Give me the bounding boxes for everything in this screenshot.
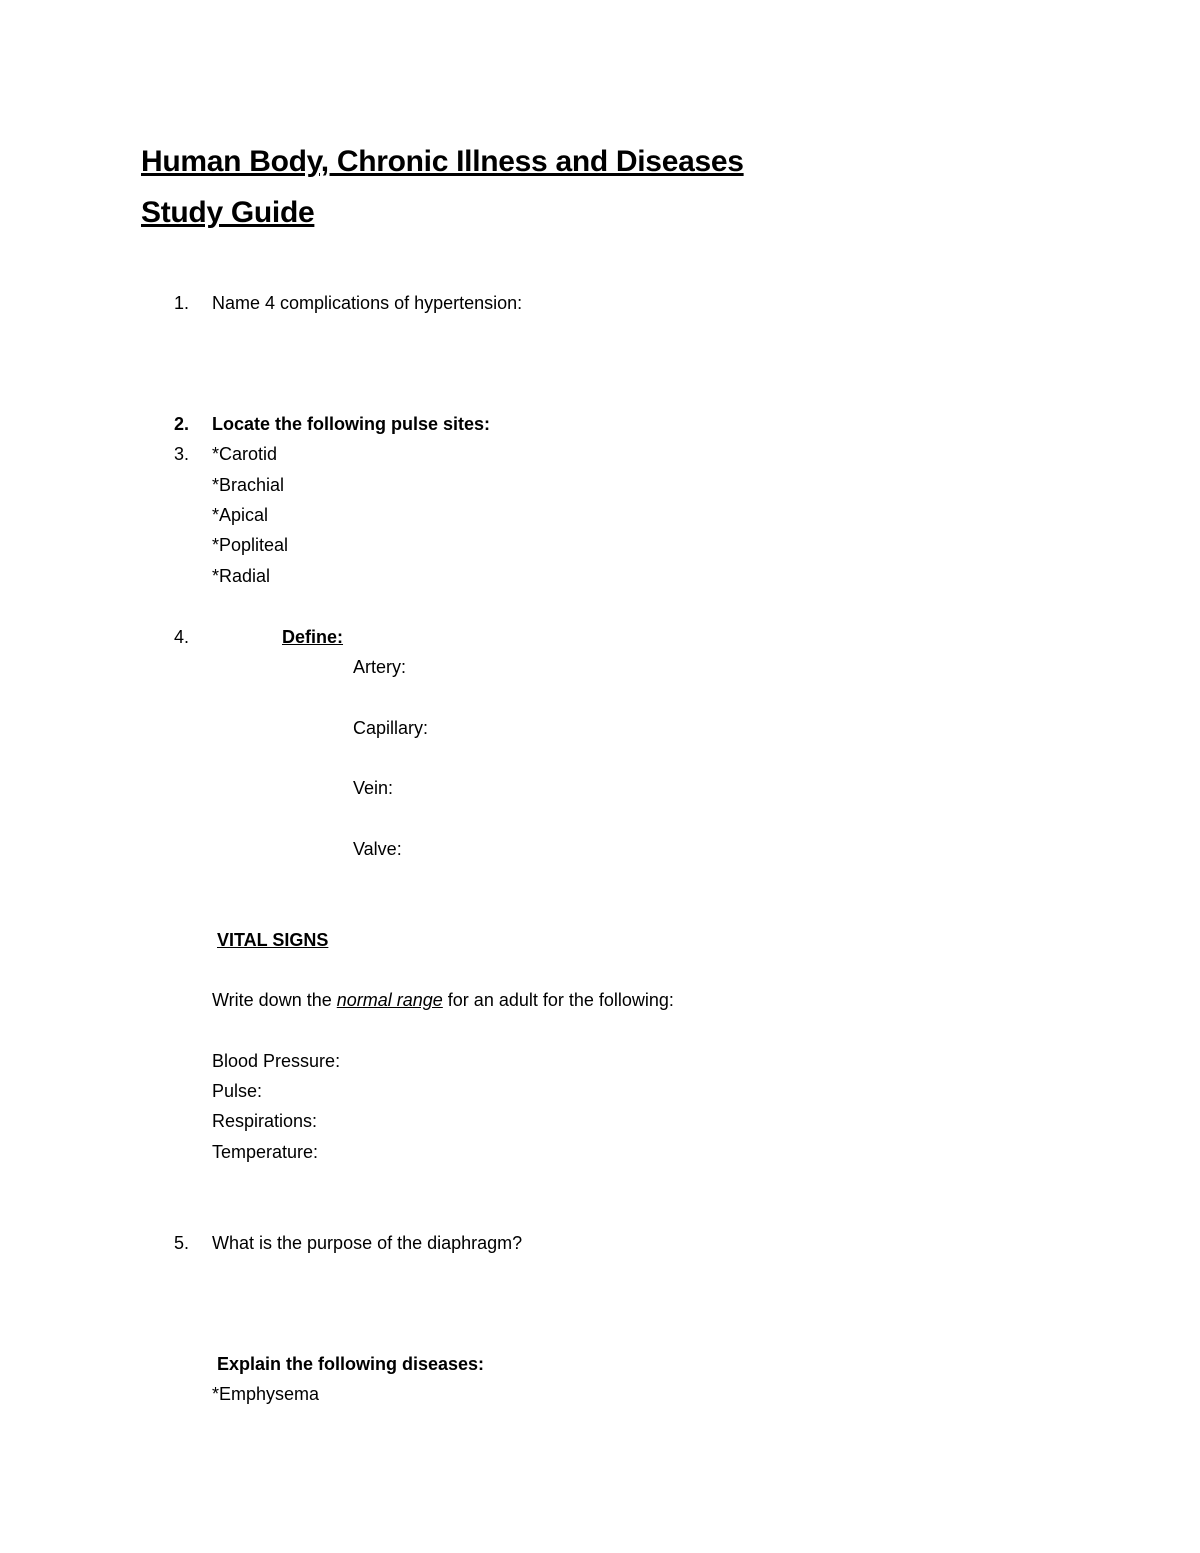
q2-number: 2. — [174, 414, 190, 434]
page-title: Human Body, Chronic Illness and Diseases — [141, 145, 744, 178]
vital-item: Temperature: — [212, 1142, 319, 1162]
vital-item: Blood Pressure: — [212, 1051, 341, 1071]
define-term: Capillary: — [353, 718, 429, 738]
q1-number: 1. — [174, 293, 190, 313]
vital-instruction-emphasis: normal range — [336, 990, 443, 1010]
vital-signs-heading: VITAL SIGNS — [217, 930, 329, 950]
q5-number: 5. — [174, 1233, 190, 1253]
diseases-heading: Explain the following diseases: — [217, 1354, 485, 1374]
pulse-site: *Popliteal — [212, 535, 289, 555]
q2-text: Locate the following pulse sites: — [212, 414, 491, 434]
pulse-site: *Apical — [212, 505, 269, 525]
vital-instruction-end: for an adult for the following: — [442, 990, 674, 1010]
define-term: Valve: — [353, 839, 402, 859]
pulse-site: *Brachial — [212, 475, 285, 495]
define-term: Vein: — [353, 778, 394, 798]
q1-text: Name 4 complications of hypertension: — [212, 293, 523, 313]
q3-number: 3. — [174, 444, 190, 464]
pulse-site: *Radial — [212, 566, 271, 586]
q4-define-heading: Define: — [282, 627, 344, 647]
vital-instruction-start: Write down the — [212, 990, 337, 1010]
define-term: Artery: — [353, 657, 407, 677]
q5-text: What is the purpose of the diaphragm? — [212, 1233, 523, 1253]
q4-number: 4. — [174, 627, 190, 647]
vital-item: Pulse: — [212, 1081, 263, 1101]
disease-item: *Emphysema — [212, 1384, 320, 1404]
page-subtitle: Study Guide — [141, 196, 315, 229]
vital-instruction — [212, 989, 674, 1011]
vital-item: Respirations: — [212, 1111, 318, 1131]
pulse-site: *Carotid — [212, 444, 278, 464]
